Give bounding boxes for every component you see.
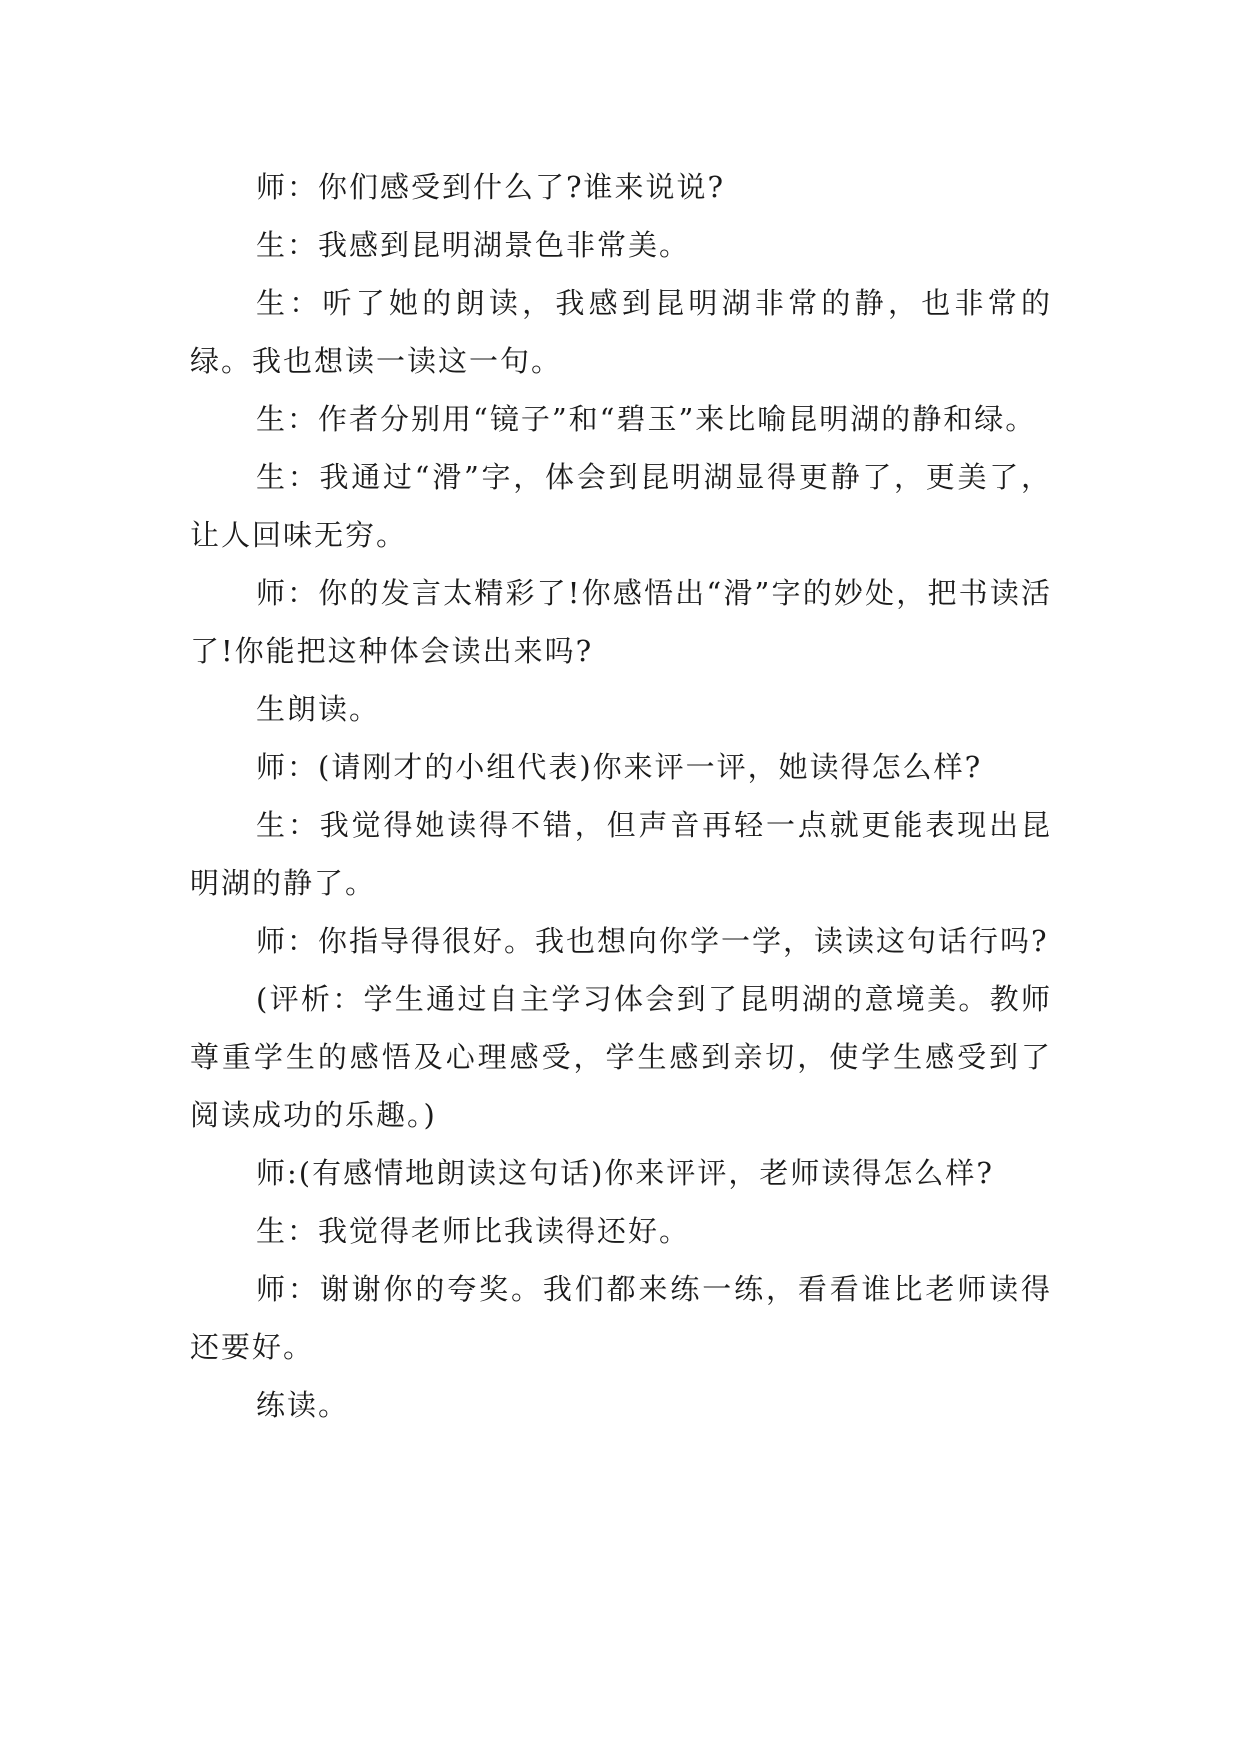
paragraph: 生：我觉得老师比我读得还好。 (256, 1214, 691, 1248)
paragraph: 生：我感到昆明湖景色非常美。 (256, 228, 691, 262)
paragraph: 师：(请刚才的小组代表)你来评一评，她读得怎么样? (256, 750, 983, 784)
document-body (190, 158, 1052, 1434)
paragraph: 生：作者分别用“镜子”和“碧玉”来比喻昆明湖的静和绿。 (256, 402, 1037, 436)
paragraph: 师：你的发言太精彩了!你感悟出“滑”字的妙处，把书读活了!你能把这种体会读出来吗? (190, 576, 1052, 668)
paragraph: (评析：学生通过自主学习体会到了昆明湖的意境美。教师尊重学生的感悟及心理感受，学生感到亲切，使学生感受到了阅读成功的乐趣。) (190, 982, 1052, 1132)
paragraph: 师：你指导得很好。我也想向你学一学，读读这句话行吗? (256, 924, 1049, 958)
paragraph: 生：我通过“滑”字，体会到昆明湖显得更静了，更美了，让人回味无穷。 (190, 460, 1052, 552)
paragraph: 师：你们感受到什么了?谁来说说? (256, 170, 726, 204)
paragraph: 生朗读。 (256, 692, 381, 726)
paragraph: 生：我觉得她读得不错，但声音再轻一点就更能表现出昆明湖的静了。 (190, 808, 1052, 900)
paragraph: 师:(有感情地朗读这句话)你来评评，老师读得怎么样? (256, 1156, 994, 1190)
paragraph: 练读。 (256, 1388, 350, 1422)
paragraph: 生：听了她的朗读，我感到昆明湖非常的静，也非常的绿。我也想读一读这一句。 (190, 286, 1052, 378)
paragraph: 师：谢谢你的夸奖。我们都来练一练，看看谁比老师读得还要好。 (190, 1272, 1052, 1364)
